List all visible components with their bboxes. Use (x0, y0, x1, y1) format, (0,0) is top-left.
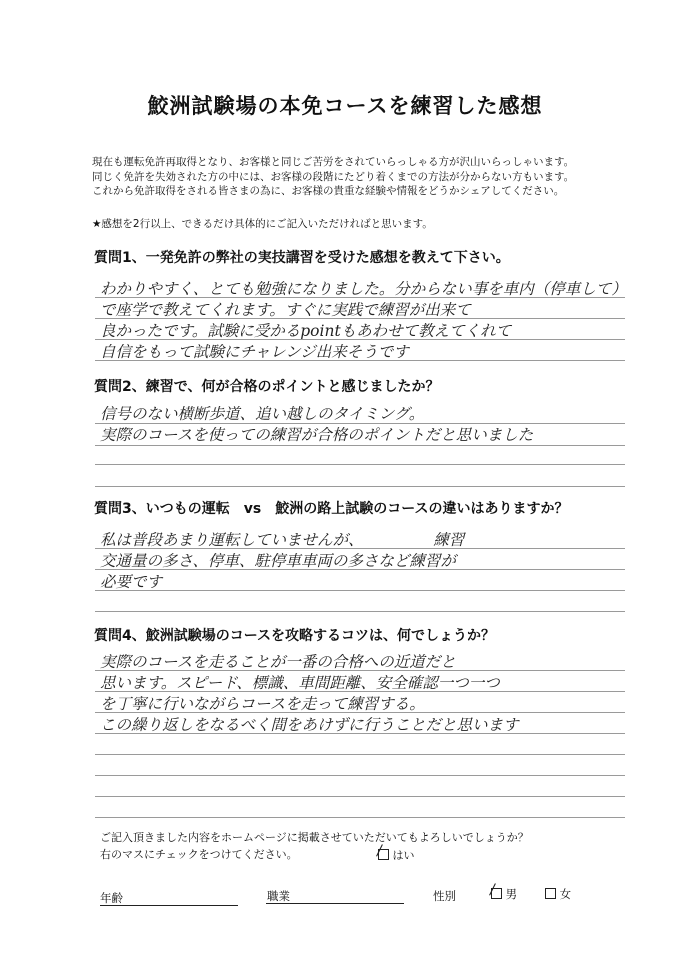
answer-rule (95, 712, 625, 713)
intro-line: これから免許取得をされる皆さまの為に、お客様の貴重な経験や情報をどうかシェアしてください。 (92, 185, 565, 197)
question-3-label: 質問3、いつもの運転 vs 鮫洲の路上試験のコースの違いはありますか？ (94, 501, 569, 517)
answer-line: 良かったです。試験に受かるpointもあわせて教えてくれて (100, 322, 512, 340)
answer-rule (95, 486, 625, 487)
instruction-note: ★感想を2行以上、できるだけ具体的にご記入いただければと思います。 (92, 218, 433, 230)
form-title: 鮫洲試験場の本免コースを練習した感想 (147, 94, 543, 118)
question-4-answer (100, 652, 519, 736)
consent-instruction: 右のマスにチェックをつけてください。 (100, 848, 298, 861)
gender-male-checkbox[interactable] (490, 882, 502, 899)
answer-rule (95, 670, 625, 671)
gender-female-label: 女 (559, 887, 572, 901)
answer-rule (95, 796, 625, 797)
age-label: 年齢 (100, 891, 123, 905)
gender-label: 性別 (433, 889, 456, 903)
consent-checkbox[interactable] (377, 843, 389, 860)
check-mark-icon: / (377, 843, 382, 859)
occupation-field-line[interactable] (266, 903, 404, 904)
question-1-label: 質問1、一発免許の弊社の実技講習を受けた感想を教えて下さい。 (94, 250, 510, 266)
consent-yes-option[interactable] (377, 843, 415, 863)
answer-line: 実際のコースを走ることが一番の合格への近道だと (100, 653, 456, 671)
answer-line: で座学で教えてくれます。すぐに実践で練習が出来て (100, 301, 471, 319)
occupation-label: 職業 (267, 889, 290, 903)
question-4-label: 質問4、鮫洲試験場のコースを攻略するコツは、何でしょうか？ (94, 628, 496, 644)
answer-rule (95, 611, 625, 612)
answer-line: わかりやすく、とても勉強になりました。分からない事を車内（停車して） (100, 280, 627, 298)
consent-yes-label: はい (392, 849, 415, 862)
answer-rule (95, 339, 625, 340)
question-3-answer (100, 530, 464, 593)
answer-rule (95, 423, 625, 424)
check-mark-icon: / (490, 882, 495, 898)
answer-line: 交通量の多さ、停車、駐停車車両の多さなど練習が (100, 552, 456, 570)
question-2-answer (100, 404, 533, 446)
answer-rule (95, 569, 625, 570)
gender-male-label: 男 (505, 887, 518, 901)
gender-female-option[interactable] (545, 886, 571, 902)
age-field-line[interactable] (100, 905, 238, 906)
answer-line: 私は普段あまり運転していませんが、 練習 (100, 531, 465, 549)
consent-section (100, 829, 529, 863)
answer-rule (95, 733, 625, 734)
answer-rule (95, 775, 625, 776)
answer-rule (95, 445, 625, 446)
answer-line: 実際のコースを使っての練習が合格のポイントだと思いました (100, 426, 534, 444)
intro-line: 同じく免許を失効された方の中には、お客様の段階にたどり着くまでの方法が分からない方もいます。 (92, 170, 575, 183)
answer-rule (95, 754, 625, 755)
consent-question: ご記入頂きました内容をホームページに掲載させていただいてもよろしいでしょうか？ (100, 831, 529, 844)
answer-rule (95, 691, 625, 692)
answer-rule (95, 318, 625, 319)
question-2-label: 質問2、練習で、何が合格のポイントと感じましたか？ (94, 379, 440, 395)
intro-text (92, 155, 574, 199)
answer-line: 思います。スピード、標識、車間距離、安全確認一つ一つ (100, 674, 500, 692)
answer-rule (95, 464, 625, 465)
answer-rule (95, 360, 625, 361)
intro-line: 現在も運転免許再取得となり、お客様と同じご苦労をされていらっしゃる方が沢山いらっしゃいます。 (92, 156, 575, 168)
answer-rule (95, 297, 625, 298)
question-1-answer (100, 279, 627, 363)
answer-line: 必要です (100, 573, 163, 591)
answer-line: を丁寧に行いながらコースを走って練習する。 (100, 695, 425, 713)
answer-line: この繰り返しをなるべく間をあけずに行うことだと思います (100, 716, 519, 734)
answer-rule (95, 548, 625, 549)
gender-female-checkbox[interactable] (545, 888, 556, 899)
answer-line: 自信をもって試験にチャレンジ出来そうです (100, 343, 409, 361)
answer-rule (95, 817, 625, 818)
answer-rule (95, 590, 625, 591)
answer-line: 信号のない横断歩道、追い越しのタイミング。 (100, 405, 425, 423)
gender-male-option[interactable] (490, 882, 518, 902)
